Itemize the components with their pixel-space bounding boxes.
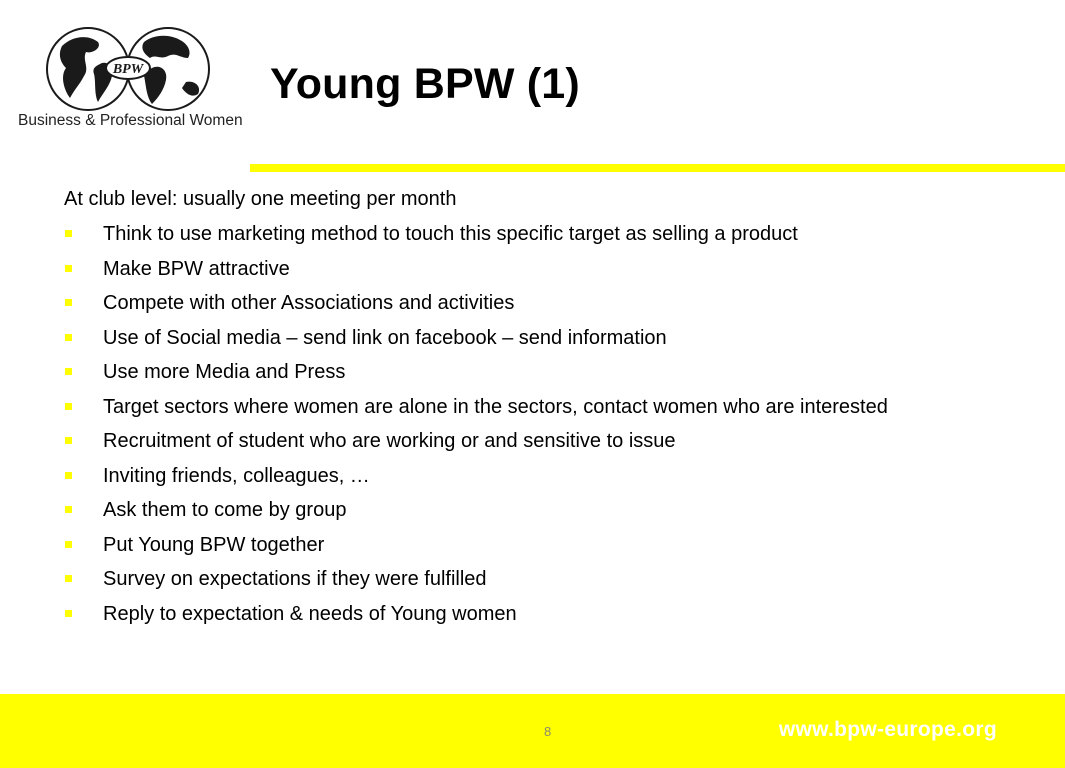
bullet-text: Ask them to come by group xyxy=(103,499,347,521)
bullet-text: Compete with other Associations and activities xyxy=(103,292,515,314)
bullet-item xyxy=(64,394,994,420)
bullet-list xyxy=(64,221,994,627)
square-bullet-icon xyxy=(65,334,72,341)
square-bullet-icon xyxy=(65,506,72,513)
square-bullet-icon xyxy=(65,541,72,548)
bullet-text: Survey on expectations if they were fulfilled xyxy=(103,568,487,590)
page-number: 8 xyxy=(544,724,552,739)
bullet-text: Target sectors where women are alone in the sectors, contact women who are interested xyxy=(103,395,888,418)
square-bullet-icon xyxy=(65,230,72,237)
bullet-item xyxy=(64,428,994,454)
slide-content xyxy=(64,186,994,635)
bullet-text: Use of Social media – send link on facebook – send information xyxy=(103,326,667,349)
square-bullet-icon xyxy=(65,299,72,306)
globe-emblem-icon xyxy=(40,24,230,114)
bullet-text: Think to use marketing method to touch this specific target as selling a product xyxy=(103,223,798,245)
bullet-item xyxy=(64,601,994,627)
bullet-item xyxy=(64,532,994,558)
square-bullet-icon xyxy=(65,437,72,444)
footer-url: www.bpw-europe.org xyxy=(778,718,997,741)
bullet-item xyxy=(64,463,994,489)
bullet-text: Put Young BPW together xyxy=(103,533,325,556)
logo-emblem-text: BPW xyxy=(112,62,144,77)
bullet-item xyxy=(64,256,994,282)
square-bullet-icon xyxy=(65,368,72,375)
square-bullet-icon xyxy=(65,265,72,272)
square-bullet-icon xyxy=(65,575,72,582)
square-bullet-icon xyxy=(65,403,72,410)
bullet-text: Make BPW attractive xyxy=(103,257,290,280)
logo-caption: Business & Professional Women xyxy=(18,112,243,129)
bullet-text: Use more Media and Press xyxy=(103,361,346,383)
bullet-item xyxy=(64,325,994,351)
bullet-item xyxy=(64,497,994,523)
bpw-logo xyxy=(18,24,254,134)
bullet-item xyxy=(64,221,994,247)
title-underline xyxy=(250,164,1065,172)
bullet-item xyxy=(64,290,994,316)
slide-title: Young BPW (1) xyxy=(270,60,580,108)
square-bullet-icon xyxy=(65,472,72,479)
bullet-text: Inviting friends, colleagues, … xyxy=(103,464,370,487)
bullet-text: Reply to expectation & needs of Young women xyxy=(103,602,517,625)
bullet-item xyxy=(64,566,994,592)
intro-text: At club level: usually one meeting per month xyxy=(64,188,457,210)
square-bullet-icon xyxy=(65,610,72,617)
bullet-text: Recruitment of student who are working or and sensitive to issue xyxy=(103,430,676,452)
bullet-item xyxy=(64,359,994,385)
